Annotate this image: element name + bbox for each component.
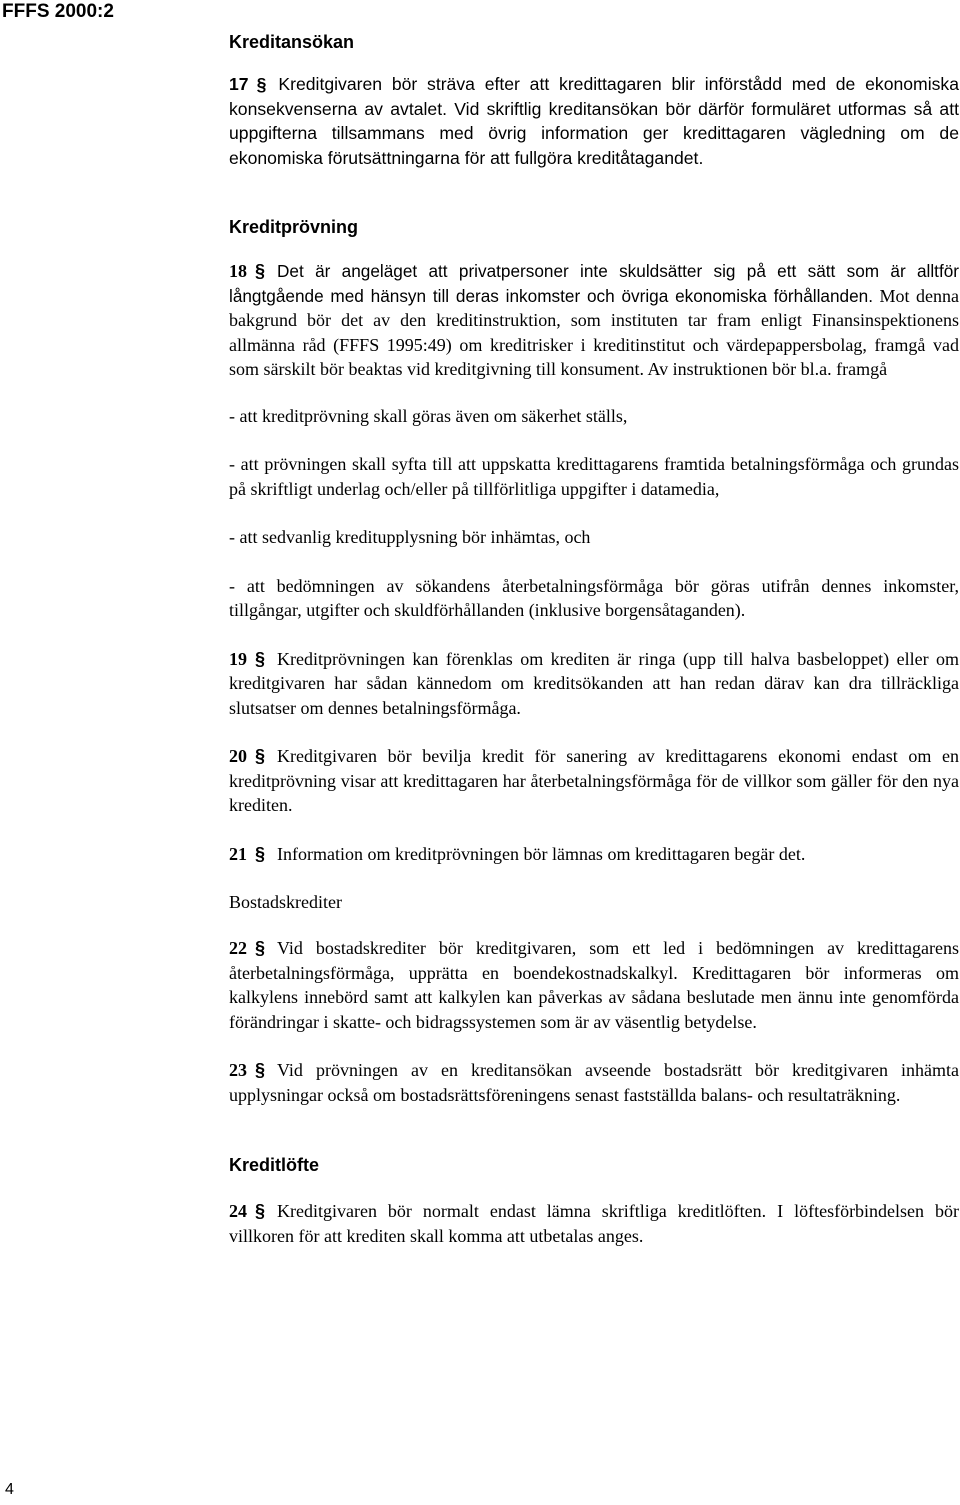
heading-bostadskrediter: Bostadskrediter xyxy=(229,892,342,912)
list-item: - att prövningen skall syfta till att uppskatta kredittagarens framtida betalningsförmåga och grundas på skriftligt underlag och/eller på tillförlitliga uppgifter i datamedia, xyxy=(229,454,959,499)
paragraph-text: Vid prövningen av en kreditansökan avseende bostadsrätt bör kreditgivaren inhämta upplysningar också om bostadsrättsföreningens senast fastställda balans- och resultaträkning. xyxy=(229,1060,959,1105)
section-sign-icon: § xyxy=(255,1201,266,1221)
paragraph-number: 23 xyxy=(229,1060,247,1080)
section-sign-icon: § xyxy=(255,261,266,281)
paragraph-number: 20 xyxy=(229,746,247,766)
paragraph-22 xyxy=(229,936,959,1034)
paragraph-number: 24 xyxy=(229,1201,247,1221)
paragraph-number: 18 xyxy=(229,261,247,281)
heading-kreditansokan: Kreditansökan xyxy=(229,32,355,52)
paragraph-text: Information om kreditprövningen bör lämnas om kredittagaren begär det. xyxy=(277,843,806,864)
paragraph-23 xyxy=(229,1058,959,1107)
list-item: - att sedvanlig kreditupplysning bör inhämtas, och xyxy=(229,527,591,547)
list-item: - att bedömningen av sökandens återbetalningsförmåga bör göras utifrån dennes inkomster, tillgångar, utgifter och skuldförhållanden (inklusive borgensåtaganden). xyxy=(229,575,959,620)
paragraph-text: Vid bostadskrediter bör kreditgivaren, som ett led i bedömningen av kredittagarens återbetalningsförmåga, upprätta en boendekostnadskalkyl. Kredittagaren bör informeras om kalkylens innebörd samt att kalkylen kan påverkas av sådana beslutade men ännu inte genomförda förändringar i skatte- och bidragssystemen som är av väsentlig betydelse. xyxy=(229,938,959,1032)
paragraph-text-sans: Det är angeläget att privatpersoner inte skuldsätter sig på ett sätt som är alltför långtgående med hänsyn till deras inkomster och övriga ekonomiska förhållanden. xyxy=(229,261,959,306)
paragraph-text: Kreditgivaren bör bevilja kredit för sanering av kredittagarens ekonomi endast om en kreditprövning visar att kredittagaren har återbetalningsförmåga för de villkor som gäller för den nya krediten. xyxy=(229,746,959,815)
paragraph-21 xyxy=(229,842,959,867)
paragraph-number: 22 xyxy=(229,938,247,958)
paragraph-19 xyxy=(229,647,959,721)
paragraph-text: Kreditprövningen kan förenklas om krediten är ringa (upp till halva basbeloppet) eller om kreditgivaren har sådan kännedom om kreditsökanden att han redan därav kan dra tillräckliga slutsatser om dennes betalningsförmåga. xyxy=(229,648,959,718)
paragraph-17 xyxy=(229,72,959,170)
paragraph-text: Mot denna bakgrund bör det av den kreditinstruktion, som instituten tar fram enligt Finansinspektionens allmänna råd (FFFS 1995:49) om kreditrisker i kreditinstitut och värdepappersbolag, framgå vad som särskilt bör beaktas vid kreditgivning till konsument. Av instruktionen bör bl.a. framgå xyxy=(229,285,959,379)
section-sign-icon: § xyxy=(255,938,266,958)
document-body xyxy=(229,30,959,1248)
section-sign-icon: § xyxy=(255,648,266,669)
paragraph-text: Kreditgivaren bör normalt endast lämna skriftliga kreditlöften. I löftesförbindelsen bör villkoren för att krediten skall komma att utbetalas anges. xyxy=(229,1201,959,1246)
list-item: - att kreditprövning skall göras även om säkerhet ställs, xyxy=(229,405,628,426)
paragraph-number: 17 xyxy=(229,74,249,94)
paragraph-number: 19 xyxy=(229,648,247,669)
heading-kreditlofte: Kreditlöfte xyxy=(229,1155,319,1175)
section-sign-icon: § xyxy=(255,746,266,766)
paragraph-text: Kreditgivaren bör sträva efter att kredittagaren blir införstådd med de ekonomiska konsekvenserna av avtalet. Vid skriftlig kreditansökan bör därför formuläret utformas så att uppgifterna tillsammans med övrig information ger kredittagaren vägledning om de ekonomiska förutsättningarna för att fullgöra kreditåtagandet. xyxy=(229,74,959,168)
paragraph-24 xyxy=(229,1199,959,1248)
document-header: FFFS 2000:2 xyxy=(2,1,114,22)
page-number: 4 xyxy=(5,1481,14,1498)
section-sign-icon: § xyxy=(255,843,266,864)
paragraph-18 xyxy=(229,259,959,382)
paragraph-number: 21 xyxy=(229,843,247,864)
paragraph-20 xyxy=(229,744,959,818)
section-sign-icon: § xyxy=(256,74,267,94)
heading-kreditprovning: Kreditprövning xyxy=(229,217,358,237)
section-sign-icon: § xyxy=(255,1060,266,1080)
